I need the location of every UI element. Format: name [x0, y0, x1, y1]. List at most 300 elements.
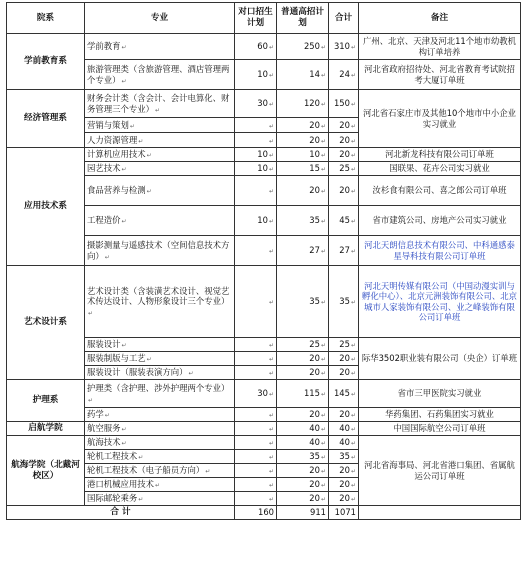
cell-mark: ↵ — [268, 166, 274, 174]
cell-mark: ↵ — [268, 356, 274, 364]
total-cell — [329, 478, 359, 492]
total-cell-text: 20 — [339, 185, 350, 196]
quota-general-cell — [277, 60, 329, 90]
header-quota-vocational: 对口招生计划 — [235, 3, 277, 34]
quota-vocational-cell — [235, 450, 277, 464]
cell-mark: ↵ — [268, 370, 274, 378]
quota-general-cell — [277, 352, 329, 366]
enrollment-plan-table — [6, 2, 521, 520]
major-cell-text: 工程造价 — [87, 215, 121, 226]
dept-cell: 护理系 — [7, 380, 85, 422]
total-cell-text: 20 — [339, 479, 350, 490]
quota-general-cell-text: 40 — [309, 437, 320, 448]
header-dept: 院系 — [7, 3, 85, 34]
total-cell — [329, 380, 359, 408]
cell-mark: ↵ — [268, 482, 274, 490]
quota-vocational-cell — [235, 60, 277, 90]
cell-mark: ↵ — [350, 101, 356, 109]
total-quota-vocational: 160 — [235, 506, 277, 520]
note-text: 省市建筑公司、房地产公司实习就业 — [372, 215, 507, 226]
total-cell — [329, 162, 359, 176]
major-cell-text: 食品营养与检测 — [87, 185, 146, 196]
cell-mark: ↵ — [350, 370, 356, 378]
quota-general-cell — [277, 266, 329, 338]
quota-vocational-cell — [235, 34, 277, 60]
cell-mark: ↵ — [138, 454, 144, 462]
note-cell — [359, 380, 521, 408]
note-cell — [359, 436, 521, 506]
note-cell — [359, 408, 521, 422]
header-row — [7, 3, 521, 34]
cell-mark: ↵ — [205, 468, 211, 476]
major-cell-text: 人力资源管理 — [87, 134, 138, 145]
cell-mark: ↵ — [320, 454, 326, 462]
total-cell-text: 24 — [339, 69, 350, 80]
total-cell — [329, 148, 359, 162]
cell-mark: ↵ — [320, 391, 326, 399]
note-text: 河北新龙科技有限公司订单班 — [385, 149, 494, 160]
cell-mark: ↵ — [320, 137, 326, 145]
cell-mark: ↵ — [350, 137, 356, 145]
total-note-cell — [359, 506, 521, 520]
quota-vocational-cell — [235, 422, 277, 436]
note-text: 河北省石家庄市及其他10个地市中小企业实习就业 — [362, 108, 517, 129]
cell-mark: ↵ — [350, 166, 356, 174]
cell-mark: ↵ — [268, 218, 274, 226]
major-cell-text: 学前教育 — [87, 41, 121, 52]
major-cell-text: 营销与策划 — [87, 119, 129, 130]
table-row — [7, 90, 521, 118]
cell-mark: ↵ — [268, 391, 274, 399]
quota-vocational-cell — [235, 408, 277, 422]
note-cell — [359, 34, 521, 60]
total-cell — [329, 236, 359, 266]
cell-mark: ↵ — [268, 188, 274, 196]
quota-general-cell — [277, 492, 329, 506]
cell-mark: ↵ — [320, 101, 326, 109]
note-cell — [359, 90, 521, 148]
quota-vocational-cell — [235, 366, 277, 380]
quota-vocational-cell — [235, 206, 277, 236]
cell-mark: ↵ — [320, 356, 326, 364]
table-body — [7, 34, 521, 520]
quota-general-cell — [277, 422, 329, 436]
quota-general-cell-text: 25 — [309, 339, 320, 350]
total-cell-text: 310 — [333, 41, 350, 52]
quota-vocational-cell — [235, 464, 277, 478]
quota-vocational-cell — [235, 478, 277, 492]
quota-general-cell-text: 27 — [309, 245, 320, 256]
table-row — [7, 206, 521, 236]
quota-general-cell — [277, 478, 329, 492]
total-cell — [329, 492, 359, 506]
quota-vocational-cell-text: 10 — [257, 69, 268, 80]
cell-mark: ↵ — [350, 482, 356, 490]
table-row — [7, 60, 521, 90]
cell-mark: ↵ — [268, 426, 274, 434]
cell-mark: ↵ — [121, 342, 127, 350]
quota-vocational-cell — [235, 133, 277, 148]
cell-mark: ↵ — [268, 44, 274, 52]
cell-mark: ↵ — [104, 253, 110, 261]
note-text: 河北省政府招待处、河北省教育考试院招考大厦订单班 — [364, 64, 515, 85]
table-row — [7, 408, 521, 422]
header-major: 专业 — [85, 3, 235, 34]
total-cell-text: 145 — [333, 388, 350, 399]
major-cell-text: 园艺技术 — [87, 163, 121, 174]
header-note: 备注 — [359, 3, 521, 34]
note-cell — [359, 422, 521, 436]
quota-vocational-cell-text: 60 — [257, 41, 268, 52]
dept-cell: 应用技术系 — [7, 148, 85, 266]
total-cell — [329, 34, 359, 60]
quota-vocational-cell — [235, 236, 277, 266]
quota-general-cell — [277, 148, 329, 162]
total-cell-text: 40 — [339, 437, 350, 448]
cell-mark: ↵ — [146, 152, 152, 160]
total-cell-text: 20 — [339, 353, 350, 364]
cell-mark: ↵ — [320, 122, 326, 130]
table-row — [7, 236, 521, 266]
quota-general-cell-text: 20 — [309, 134, 320, 145]
table-row — [7, 338, 521, 352]
major-cell — [85, 90, 235, 118]
cell-mark: ↵ — [350, 342, 356, 350]
quota-general-cell-text: 20 — [309, 353, 320, 364]
quota-general-cell — [277, 90, 329, 118]
quota-general-cell — [277, 450, 329, 464]
dept-cell: 航海学院（北戴河校区） — [7, 436, 85, 506]
major-cell — [85, 148, 235, 162]
quota-general-cell — [277, 133, 329, 148]
cell-mark: ↵ — [188, 370, 194, 378]
cell-mark: ↵ — [268, 342, 274, 350]
cell-mark: ↵ — [138, 137, 144, 145]
cell-mark: ↵ — [320, 152, 326, 160]
note-cell — [359, 206, 521, 236]
quota-general-cell — [277, 380, 329, 408]
note-text: 广州、北京、天津及河北11个地市幼教机构订单培养 — [362, 36, 517, 57]
major-cell-text: 服装设计 — [87, 339, 121, 350]
cell-mark: ↵ — [350, 188, 356, 196]
cell-mark: ↵ — [268, 122, 274, 130]
quota-general-cell-text: 20 — [309, 185, 320, 196]
cell-mark: ↵ — [320, 482, 326, 490]
total-cell — [329, 422, 359, 436]
header-quota-general: 普通高招计划 — [277, 3, 329, 34]
note-text: 河北省海事局、河北省港口集团、省属航运公司订单班 — [364, 460, 515, 481]
quota-vocational-cell — [235, 148, 277, 162]
quota-vocational-cell-text: 10 — [257, 149, 268, 160]
table-row — [7, 436, 521, 450]
major-cell-text: 药学 — [87, 409, 104, 420]
quota-general-cell — [277, 436, 329, 450]
major-cell — [85, 408, 235, 422]
dept-cell: 学前教育系 — [7, 34, 85, 90]
cell-mark: ↵ — [88, 396, 94, 404]
cell-mark: ↵ — [320, 248, 326, 256]
quota-vocational-cell — [235, 266, 277, 338]
major-cell — [85, 450, 235, 464]
quota-general-cell-text: 35 — [309, 451, 320, 462]
cell-mark: ↵ — [320, 426, 326, 434]
total-cell — [329, 352, 359, 366]
cell-mark: ↵ — [320, 218, 326, 226]
major-cell — [85, 422, 235, 436]
total-cell-text: 25 — [339, 339, 350, 350]
total-cell-text: 27 — [339, 245, 350, 256]
total-cell-text: 150 — [333, 98, 350, 109]
major-cell-text: 摄影测量与遥感技术（空间信息技术方向） — [87, 240, 230, 261]
total-cell-text: 20 — [339, 465, 350, 476]
cell-mark: ↵ — [350, 468, 356, 476]
note-text: 河北天朗信息技术有限公司、中科通感泰星导科技有限公司订单班 — [364, 240, 515, 261]
total-cell-text: 20 — [339, 149, 350, 160]
major-cell — [85, 176, 235, 206]
note-cell — [359, 338, 521, 380]
major-cell — [85, 380, 235, 408]
total-cell-text: 20 — [339, 367, 350, 378]
quota-general-cell — [277, 338, 329, 352]
table-row — [7, 266, 521, 338]
total-cell-text: 20 — [339, 409, 350, 420]
major-cell — [85, 34, 235, 60]
cell-mark: ↵ — [320, 44, 326, 52]
major-cell — [85, 162, 235, 176]
cell-mark: ↵ — [104, 412, 110, 420]
total-cell — [329, 176, 359, 206]
quota-general-cell-text: 20 — [309, 409, 320, 420]
cell-mark: ↵ — [320, 370, 326, 378]
major-cell — [85, 118, 235, 133]
total-cell — [329, 118, 359, 133]
note-cell — [359, 176, 521, 206]
quota-general-cell-text: 120 — [303, 98, 320, 109]
table-row — [7, 380, 521, 408]
total-cell-text: 35 — [339, 451, 350, 462]
quota-general-cell-text: 35 — [309, 296, 320, 307]
total-cell — [329, 464, 359, 478]
quota-general-cell — [277, 366, 329, 380]
cell-mark: ↵ — [155, 482, 161, 490]
total-cell — [329, 266, 359, 338]
quota-general-cell-text: 20 — [309, 465, 320, 476]
major-cell — [85, 133, 235, 148]
quota-general-cell — [277, 34, 329, 60]
total-cell — [329, 60, 359, 90]
major-cell — [85, 206, 235, 236]
note-text: 汝杉食有限公司、喜之郎公司订单班 — [372, 185, 507, 196]
total-label: 合 计 — [7, 506, 235, 520]
cell-mark: ↵ — [350, 440, 356, 448]
cell-mark: ↵ — [350, 454, 356, 462]
quota-general-cell-text: 115 — [303, 388, 320, 399]
major-cell — [85, 436, 235, 450]
dept-cell: 艺术设计系 — [7, 266, 85, 380]
note-text: 际华3502职业装有限公司（央企）订单班 — [361, 353, 518, 364]
cell-mark: ↵ — [268, 72, 274, 80]
quota-vocational-cell — [235, 352, 277, 366]
table-row — [7, 34, 521, 60]
quota-vocational-cell-text: 10 — [257, 163, 268, 174]
grand-total: 1071 — [329, 506, 359, 520]
cell-mark: ↵ — [268, 101, 274, 109]
total-cell — [329, 450, 359, 464]
cell-mark: ↵ — [121, 44, 127, 52]
cell-mark: ↵ — [268, 152, 274, 160]
quota-general-cell-text: 14 — [309, 69, 320, 80]
major-cell — [85, 492, 235, 506]
quota-vocational-cell-text: 30 — [257, 98, 268, 109]
quota-general-cell-text: 40 — [309, 423, 320, 434]
quota-general-cell — [277, 408, 329, 422]
cell-mark: ↵ — [268, 248, 274, 256]
cell-mark: ↵ — [121, 218, 127, 226]
major-cell-text: 国际邮轮乘务 — [87, 493, 138, 504]
quota-general-cell-text: 15 — [309, 163, 320, 174]
quota-general-cell-text: 20 — [309, 367, 320, 378]
note-cell — [359, 60, 521, 90]
total-cell — [329, 133, 359, 148]
total-cell — [329, 366, 359, 380]
quota-general-cell — [277, 464, 329, 478]
cell-mark: ↵ — [88, 309, 94, 317]
quota-vocational-cell — [235, 176, 277, 206]
quota-general-cell — [277, 162, 329, 176]
major-cell-text: 港口机械应用技术 — [87, 479, 154, 490]
major-cell-text: 服装设计（服装表演方向） — [87, 367, 188, 378]
major-cell — [85, 464, 235, 478]
cell-mark: ↵ — [350, 152, 356, 160]
cell-mark: ↵ — [268, 440, 274, 448]
dept-cell: 启航学院 — [7, 422, 85, 436]
header-total: 合计 — [329, 3, 359, 34]
quota-vocational-cell-text: 30 — [257, 388, 268, 399]
major-cell-text: 计算机应用技术 — [87, 149, 146, 160]
major-cell — [85, 60, 235, 90]
major-cell — [85, 266, 235, 338]
note-cell — [359, 236, 521, 266]
cell-mark: ↵ — [146, 188, 152, 196]
major-cell-text: 艺术设计类（含装潢艺术设计、视觉艺术传达设计、人物形象设计三个专业） — [87, 285, 230, 307]
note-text: 中国国际航空公司订单班 — [393, 423, 486, 434]
quota-vocational-cell — [235, 436, 277, 450]
cell-mark: ↵ — [268, 496, 274, 504]
major-cell — [85, 236, 235, 266]
major-cell-text: 轮机工程技术（电子船员方向） — [87, 465, 205, 476]
quota-general-cell-text: 20 — [309, 479, 320, 490]
total-cell — [329, 408, 359, 422]
cell-mark: ↵ — [268, 468, 274, 476]
cell-mark: ↵ — [146, 356, 152, 364]
total-cell-text: 25 — [339, 163, 350, 174]
table-row — [7, 176, 521, 206]
cell-mark: ↵ — [350, 44, 356, 52]
quota-vocational-cell — [235, 380, 277, 408]
quota-general-cell — [277, 118, 329, 133]
quota-vocational-cell — [235, 492, 277, 506]
quota-general-cell-text: 10 — [309, 149, 320, 160]
total-cell-text: 35 — [339, 296, 350, 307]
cell-mark: ↵ — [320, 72, 326, 80]
note-text: 国联果、花卉公司实习就业 — [389, 163, 490, 174]
major-cell-text: 服装制版与工艺 — [87, 353, 146, 364]
major-cell-text: 轮机工程技术 — [87, 451, 138, 462]
cell-mark: ↵ — [350, 299, 356, 307]
cell-mark: ↵ — [129, 122, 135, 130]
quota-vocational-cell-text: 10 — [257, 215, 268, 226]
quota-general-cell — [277, 236, 329, 266]
note-text: 华药集团、石药集团实习就业 — [385, 409, 494, 420]
quota-general-cell-text: 20 — [309, 493, 320, 504]
cell-mark: ↵ — [320, 342, 326, 350]
total-cell-text: 20 — [339, 493, 350, 504]
quota-general-cell-text: 20 — [309, 119, 320, 130]
cell-mark: ↵ — [121, 426, 127, 434]
major-cell-text: 航空服务 — [87, 423, 121, 434]
cell-mark: ↵ — [350, 391, 356, 399]
cell-mark: ↵ — [268, 137, 274, 145]
cell-mark: ↵ — [350, 218, 356, 226]
total-cell-text: 20 — [339, 134, 350, 145]
quota-general-cell — [277, 176, 329, 206]
quota-general-cell — [277, 206, 329, 236]
major-cell-text: 旅游管理类（含旅游管理、酒店管理两个专业） — [87, 64, 230, 85]
quota-general-cell-text: 250 — [303, 41, 320, 52]
cell-mark: ↵ — [350, 72, 356, 80]
note-cell — [359, 148, 521, 162]
quota-vocational-cell — [235, 90, 277, 118]
total-row — [7, 506, 521, 520]
cell-mark: ↵ — [268, 299, 274, 307]
cell-mark: ↵ — [320, 440, 326, 448]
note-cell — [359, 162, 521, 176]
total-cell-text: 40 — [339, 423, 350, 434]
cell-mark: ↵ — [268, 454, 274, 462]
quota-vocational-cell — [235, 338, 277, 352]
total-cell — [329, 90, 359, 118]
cell-mark: ↵ — [268, 412, 274, 420]
total-cell-text: 45 — [339, 215, 350, 226]
total-cell — [329, 338, 359, 352]
note-text: 省市三甲医院实习就业 — [397, 388, 482, 399]
total-cell — [329, 206, 359, 236]
major-cell-text: 航海技术 — [87, 437, 121, 448]
cell-mark: ↵ — [121, 77, 127, 85]
cell-mark: ↵ — [320, 166, 326, 174]
dept-cell: 经济管理系 — [7, 90, 85, 148]
major-cell — [85, 338, 235, 352]
major-cell-text: 护理类（含护理、涉外护理两个专业） — [87, 383, 230, 393]
table-row — [7, 148, 521, 162]
cell-mark: ↵ — [121, 440, 127, 448]
total-cell-text: 20 — [339, 119, 350, 130]
cell-mark: ↵ — [350, 496, 356, 504]
cell-mark: ↵ — [138, 496, 144, 504]
note-cell — [359, 266, 521, 338]
cell-mark: ↵ — [320, 299, 326, 307]
cell-mark: ↵ — [121, 166, 127, 174]
cell-mark: ↵ — [320, 496, 326, 504]
cell-mark: ↵ — [350, 248, 356, 256]
major-cell — [85, 478, 235, 492]
quota-general-cell-text: 35 — [309, 215, 320, 226]
total-cell — [329, 436, 359, 450]
cell-mark: ↵ — [350, 412, 356, 420]
note-text: 河北天明传媒有限公司（中国动漫实训与孵化中心）、北京元洲装饰有限公司、北京城市人家装饰有限公司、业之峰装饰有限公司订单班 — [362, 280, 517, 322]
quota-vocational-cell — [235, 118, 277, 133]
major-cell — [85, 366, 235, 380]
